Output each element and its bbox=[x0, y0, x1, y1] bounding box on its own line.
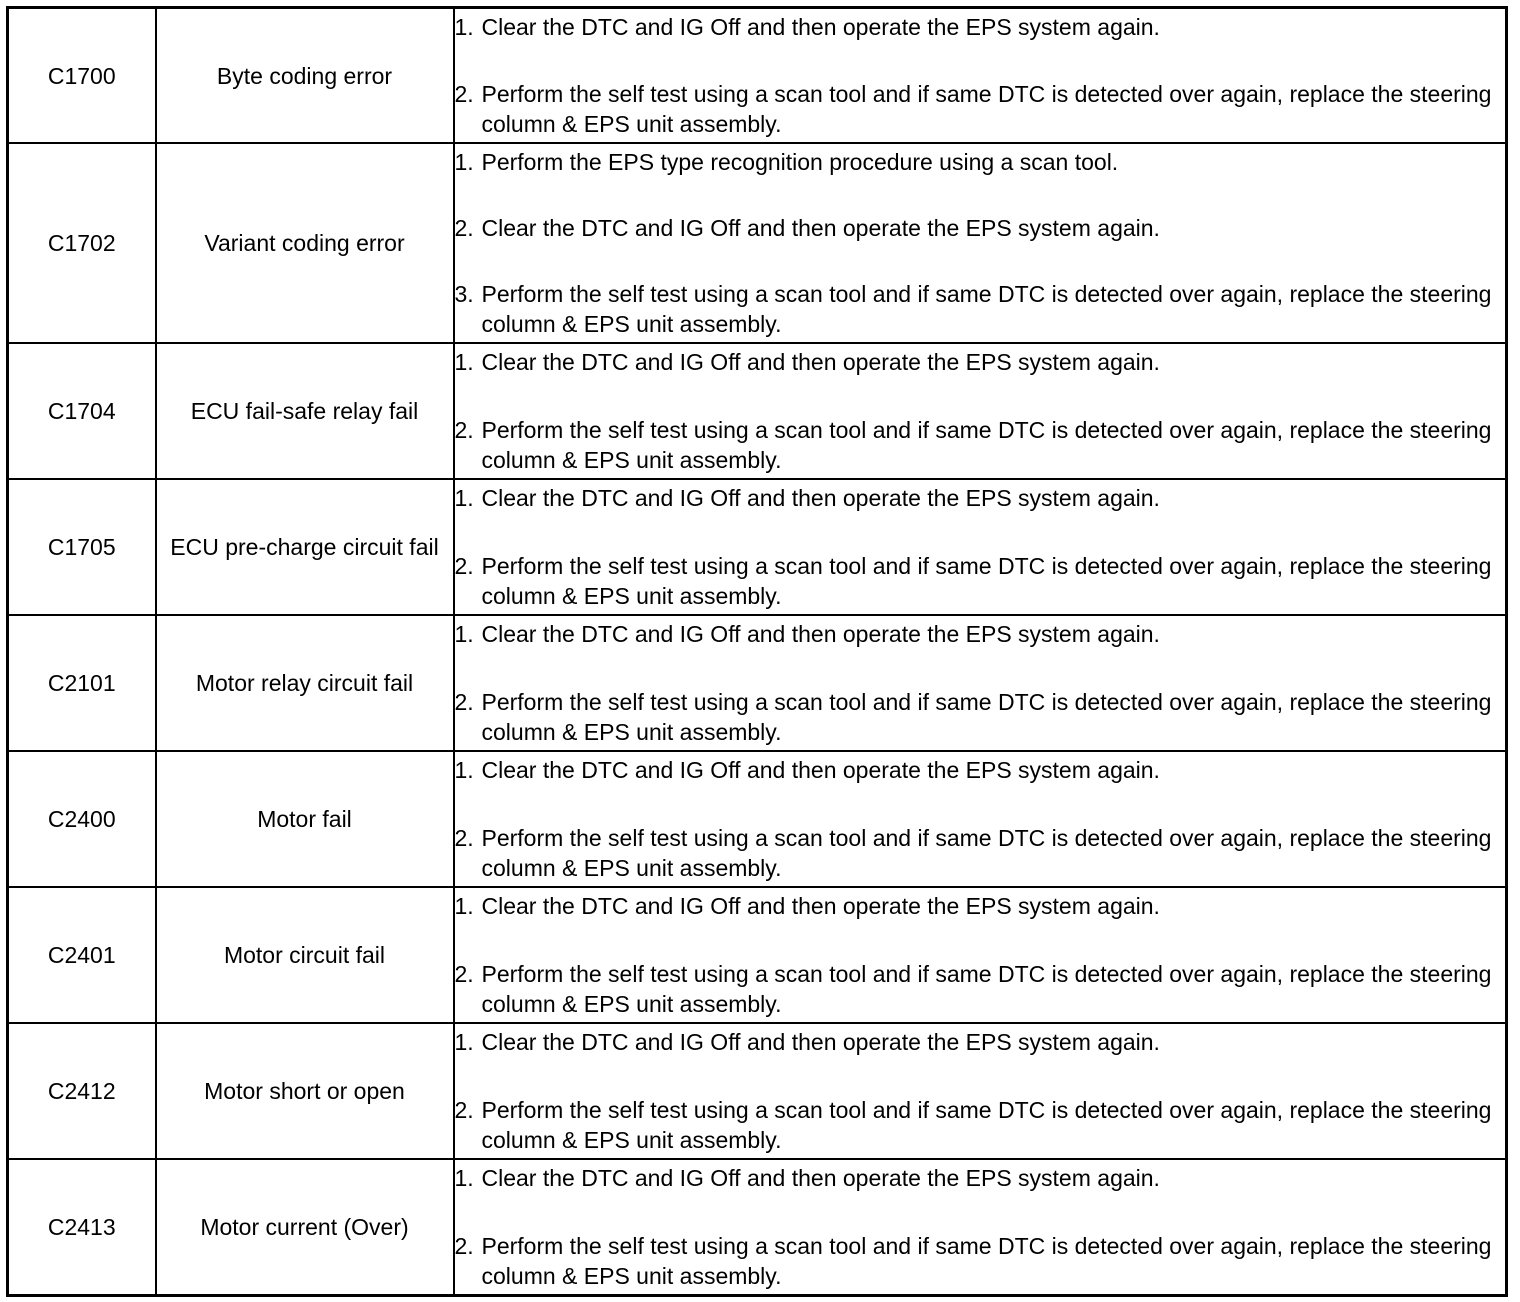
step-number: 1. bbox=[454, 349, 474, 375]
table-row bbox=[8, 1159, 1507, 1296]
dtc-table bbox=[6, 6, 1508, 1297]
repair-step bbox=[455, 1095, 1506, 1155]
dtc-code-cell: C2101 bbox=[8, 615, 156, 751]
repair-steps-cell bbox=[454, 1023, 1507, 1159]
repair-step bbox=[455, 687, 1506, 747]
dtc-table-body bbox=[8, 8, 1507, 1296]
table-row bbox=[8, 479, 1507, 615]
repair-step bbox=[455, 1231, 1506, 1291]
step-number: 1. bbox=[454, 14, 474, 40]
step-number: 1. bbox=[454, 893, 474, 919]
step-text: Clear the DTC and IG Off and then operate the EPS system again. bbox=[481, 1029, 1160, 1055]
step-number: 1. bbox=[454, 1165, 474, 1191]
repair-step bbox=[455, 213, 1506, 243]
table-row bbox=[8, 751, 1507, 887]
repair-step bbox=[455, 823, 1506, 883]
repair-steps-list bbox=[455, 616, 1506, 750]
dtc-code-cell: C2412 bbox=[8, 1023, 156, 1159]
dtc-description-cell: ECU fail-safe relay fail bbox=[156, 343, 454, 479]
repair-step bbox=[455, 891, 1506, 921]
dtc-code-cell: C1702 bbox=[8, 143, 156, 343]
repair-step bbox=[455, 755, 1506, 785]
repair-steps-list bbox=[455, 144, 1506, 342]
step-text: Perform the self test using a scan tool and if same DTC is detected over again, replace the steering column & EPS unit assembly. bbox=[481, 1233, 1492, 1289]
step-text: Clear the DTC and IG Off and then operate the EPS system again. bbox=[481, 349, 1160, 375]
step-text: Clear the DTC and IG Off and then operate the EPS system again. bbox=[481, 1165, 1160, 1191]
repair-step bbox=[455, 79, 1506, 139]
repair-steps-cell bbox=[454, 8, 1507, 144]
dtc-description-cell: Motor current (Over) bbox=[156, 1159, 454, 1296]
repair-steps-list bbox=[455, 480, 1506, 614]
step-number: 2. bbox=[454, 81, 474, 107]
step-text: Clear the DTC and IG Off and then operate the EPS system again. bbox=[481, 215, 1160, 241]
table-row bbox=[8, 343, 1507, 479]
dtc-description-cell: ECU pre-charge circuit fail bbox=[156, 479, 454, 615]
repair-steps-cell bbox=[454, 1159, 1507, 1296]
step-text: Clear the DTC and IG Off and then operate the EPS system again. bbox=[481, 621, 1160, 647]
step-text: Perform the self test using a scan tool and if same DTC is detected over again, replace the steering column & EPS unit assembly. bbox=[481, 553, 1492, 609]
repair-step bbox=[455, 1027, 1506, 1057]
repair-steps-list bbox=[455, 9, 1506, 142]
step-number: 2. bbox=[454, 1233, 474, 1259]
table-row bbox=[8, 615, 1507, 751]
repair-step bbox=[455, 959, 1506, 1019]
repair-steps-cell bbox=[454, 343, 1507, 479]
repair-step bbox=[455, 415, 1506, 475]
step-number: 1. bbox=[454, 621, 474, 647]
dtc-code-cell: C1700 bbox=[8, 8, 156, 144]
repair-step bbox=[455, 347, 1506, 377]
dtc-code-cell: C2401 bbox=[8, 887, 156, 1023]
repair-steps-list bbox=[455, 752, 1506, 886]
table-row bbox=[8, 887, 1507, 1023]
step-text: Perform the self test using a scan tool and if same DTC is detected over again, replace the steering column & EPS unit assembly. bbox=[481, 281, 1492, 337]
repair-steps-cell bbox=[454, 887, 1507, 1023]
repair-step bbox=[455, 1163, 1506, 1193]
dtc-description-cell: Motor relay circuit fail bbox=[156, 615, 454, 751]
table-row bbox=[8, 8, 1507, 144]
repair-steps-list bbox=[455, 888, 1506, 1022]
dtc-code-cell: C2413 bbox=[8, 1159, 156, 1296]
step-text: Perform the self test using a scan tool and if same DTC is detected over again, replace the steering column & EPS unit assembly. bbox=[481, 689, 1492, 745]
step-number: 2. bbox=[454, 689, 474, 715]
table-row bbox=[8, 143, 1507, 343]
dtc-code-cell: C1705 bbox=[8, 479, 156, 615]
step-number: 2. bbox=[454, 553, 474, 579]
step-text: Clear the DTC and IG Off and then operate the EPS system again. bbox=[481, 757, 1160, 783]
step-text: Clear the DTC and IG Off and then operate the EPS system again. bbox=[481, 893, 1160, 919]
repair-steps-list bbox=[455, 344, 1506, 478]
repair-steps-list bbox=[455, 1024, 1506, 1158]
step-number: 2. bbox=[454, 215, 474, 241]
repair-step bbox=[455, 279, 1506, 339]
step-text: Perform the self test using a scan tool and if same DTC is detected over again, replace the steering column & EPS unit assembly. bbox=[481, 417, 1492, 473]
dtc-description-cell: Variant coding error bbox=[156, 143, 454, 343]
dtc-code-cell: C1704 bbox=[8, 343, 156, 479]
step-number: 2. bbox=[454, 417, 474, 443]
repair-steps-cell bbox=[454, 615, 1507, 751]
repair-step bbox=[455, 483, 1506, 513]
step-number: 2. bbox=[454, 1097, 474, 1123]
step-number: 2. bbox=[454, 825, 474, 851]
dtc-description-cell: Byte coding error bbox=[156, 8, 454, 144]
dtc-description-cell: Motor short or open bbox=[156, 1023, 454, 1159]
step-number: 1. bbox=[454, 757, 474, 783]
dtc-description-cell: Motor circuit fail bbox=[156, 887, 454, 1023]
repair-steps-list bbox=[455, 1160, 1506, 1294]
repair-steps-cell bbox=[454, 751, 1507, 887]
table-row bbox=[8, 1023, 1507, 1159]
step-number: 1. bbox=[454, 1029, 474, 1055]
step-text: Perform the self test using a scan tool and if same DTC is detected over again, replace the steering column & EPS unit assembly. bbox=[481, 1097, 1492, 1153]
dtc-description-cell: Motor fail bbox=[156, 751, 454, 887]
repair-step bbox=[455, 619, 1506, 649]
step-text: Perform the self test using a scan tool and if same DTC is detected over again, replace the steering column & EPS unit assembly. bbox=[481, 961, 1492, 1017]
step-text: Clear the DTC and IG Off and then operate the EPS system again. bbox=[481, 485, 1160, 511]
repair-step bbox=[455, 147, 1506, 177]
step-number: 1. bbox=[454, 485, 474, 511]
repair-steps-cell bbox=[454, 479, 1507, 615]
step-text: Perform the self test using a scan tool and if same DTC is detected over again, replace the steering column & EPS unit assembly. bbox=[481, 81, 1492, 137]
repair-step bbox=[455, 551, 1506, 611]
dtc-code-cell: C2400 bbox=[8, 751, 156, 887]
step-text: Perform the self test using a scan tool and if same DTC is detected over again, replace the steering column & EPS unit assembly. bbox=[481, 825, 1492, 881]
step-text: Perform the EPS type recognition procedure using a scan tool. bbox=[481, 149, 1119, 175]
step-text: Clear the DTC and IG Off and then operate the EPS system again. bbox=[481, 14, 1160, 40]
step-number: 1. bbox=[454, 149, 474, 175]
repair-steps-cell bbox=[454, 143, 1507, 343]
step-number: 3. bbox=[454, 281, 474, 307]
step-number: 2. bbox=[454, 961, 474, 987]
repair-step bbox=[455, 12, 1506, 42]
